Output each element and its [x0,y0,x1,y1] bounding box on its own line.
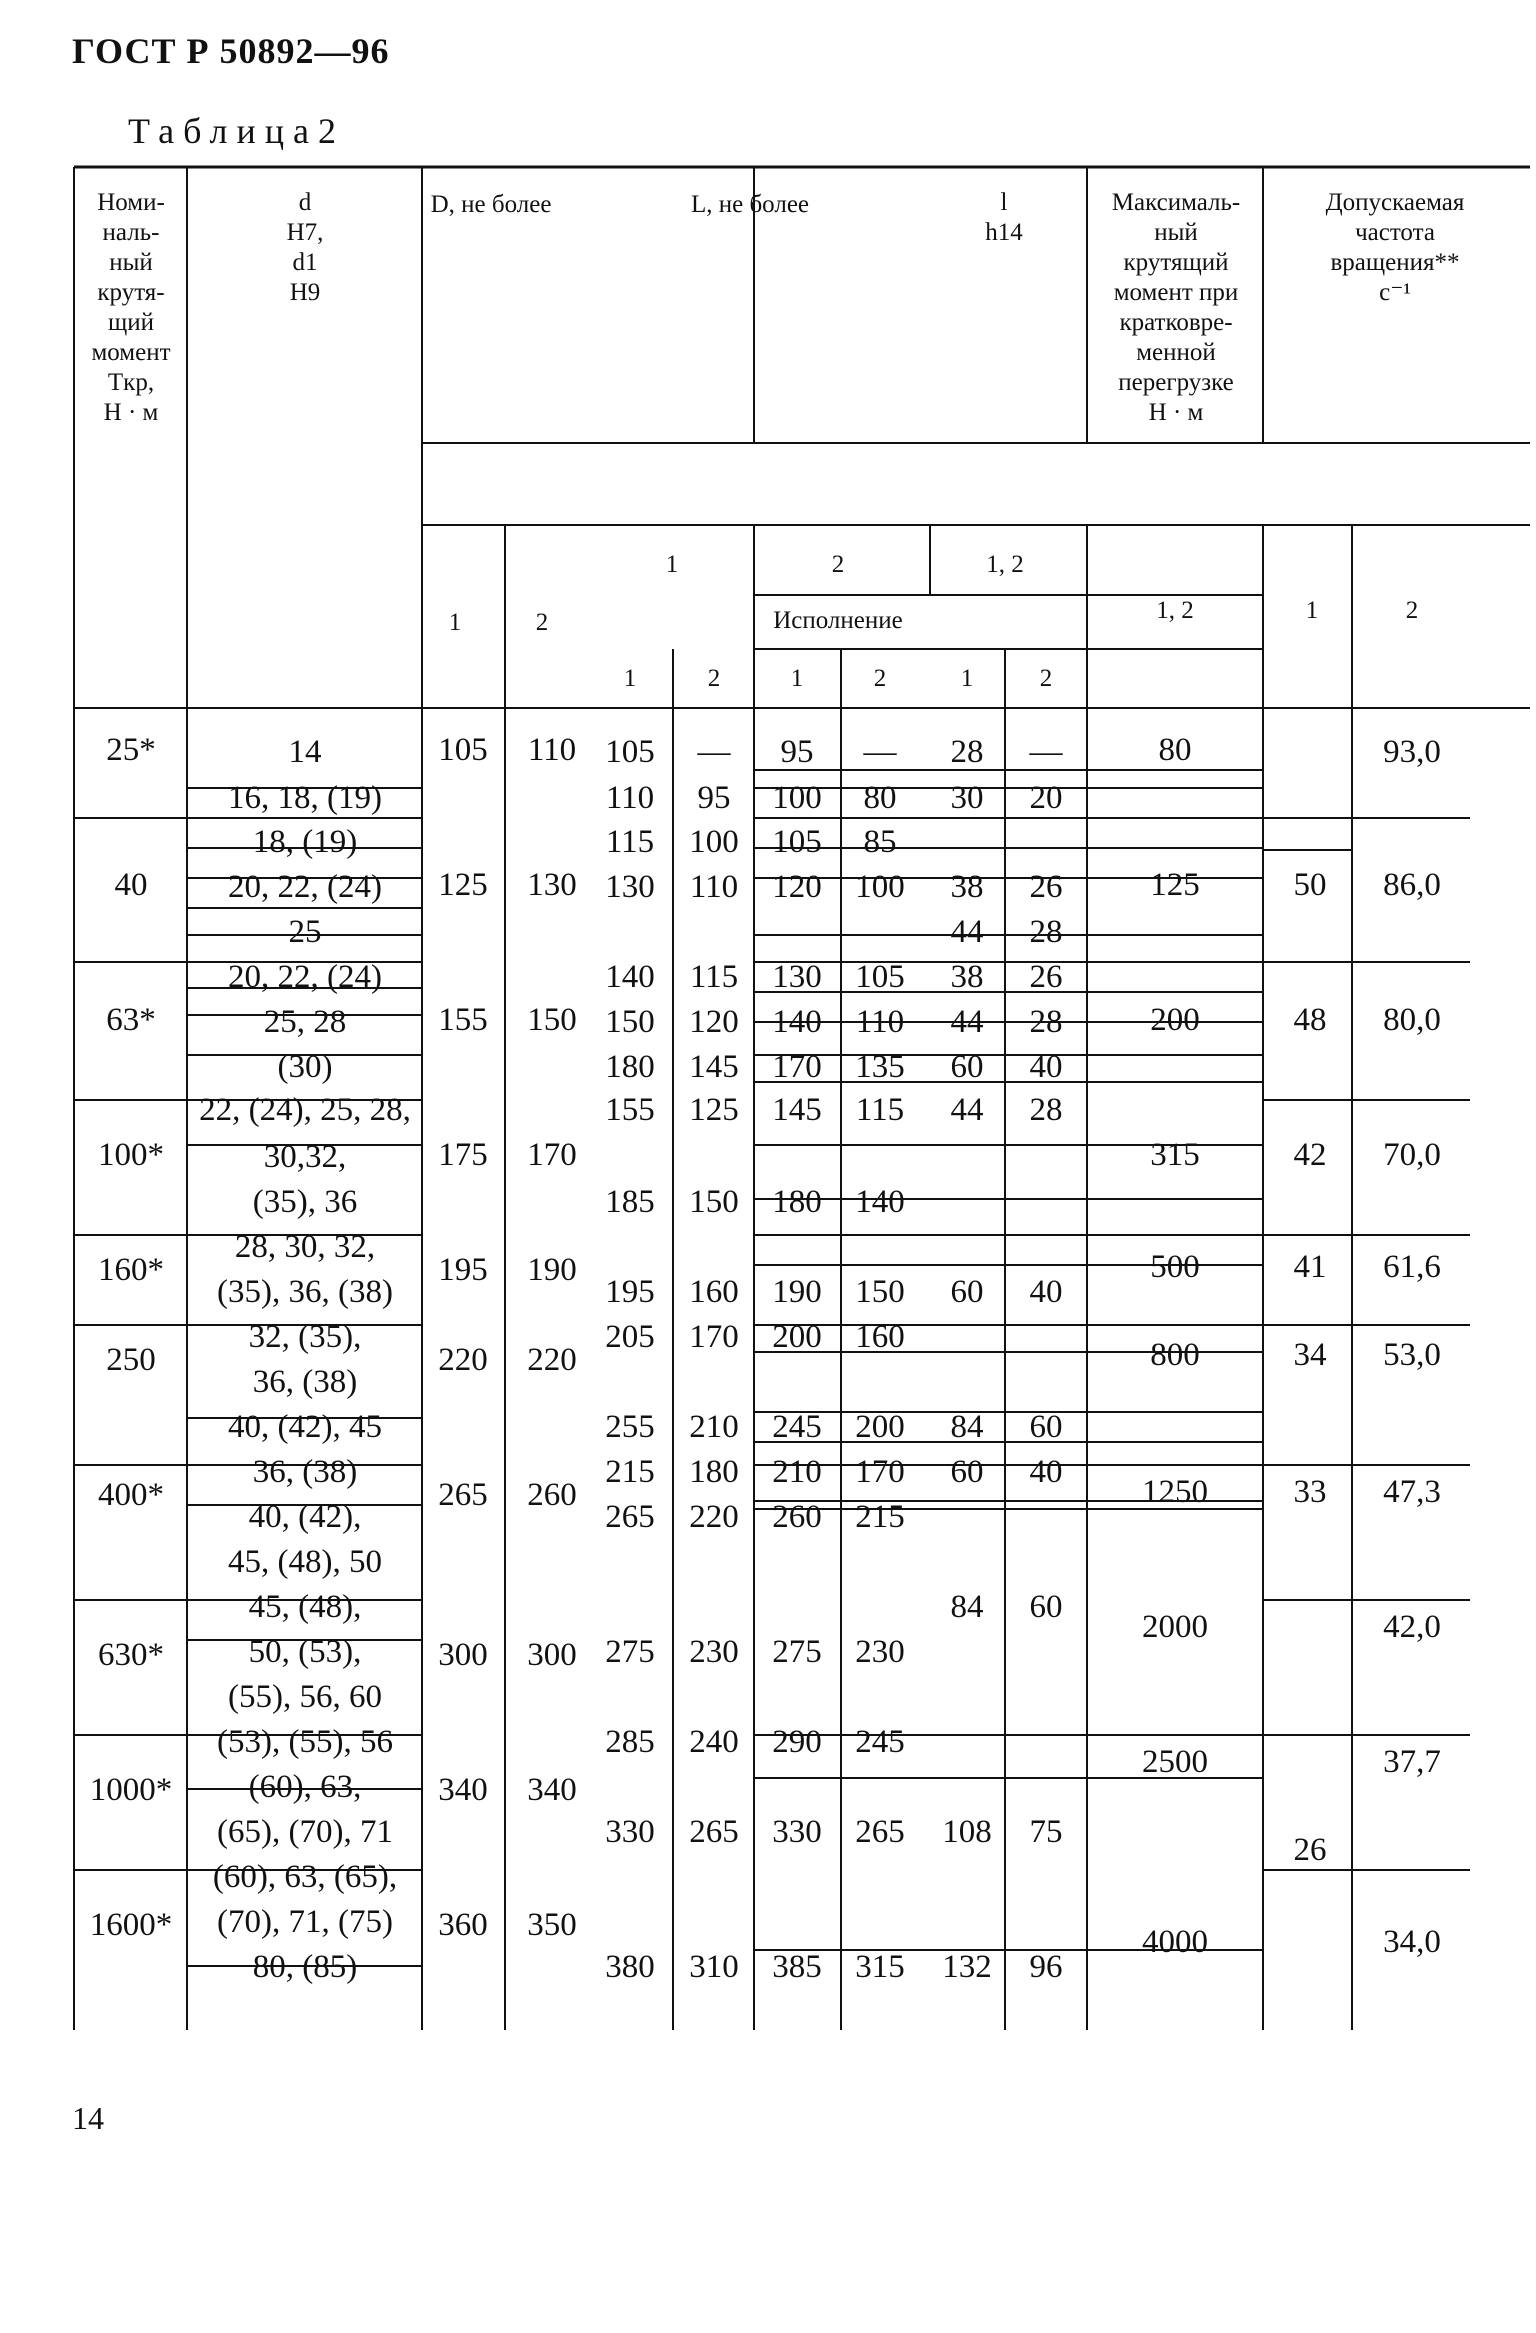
torque-header-line: щий [107,309,155,336]
length-value: 44 [950,914,984,950]
length-value: 330 [772,1814,822,1850]
bore-value: 40, (42), [248,1499,362,1535]
length-value: 150 [855,1274,905,1310]
table-caption: Таблица2 [128,111,345,151]
length-value: 170 [689,1319,739,1355]
D-value: 110 [527,732,577,768]
max-torque-header-line: перегрузке [1118,369,1234,396]
length-value: 160 [855,1319,905,1355]
execution-label: Исполнение [773,607,903,634]
length-value: 38 [950,869,984,905]
bore-value: 36, (38) [252,1364,358,1400]
length-value: 260 [772,1499,822,1535]
length-value: 95 [780,734,814,770]
speed-2-value: 70,0 [1383,1137,1441,1173]
speed-2-value: 93,0 [1383,734,1441,770]
bore-value: 40, (42), 45 [228,1409,382,1445]
length-value: 135 [855,1049,905,1085]
l-header-line: h14 [985,219,1023,246]
speed-2-value: 86,0 [1383,867,1441,903]
D-value: 220 [527,1342,577,1378]
d-header-line: H7, [286,219,324,246]
speed-2-value: 34,0 [1383,1924,1441,1960]
D-value: 190 [527,1252,577,1288]
length-value: 210 [689,1409,739,1445]
length-value: 28 [950,734,984,770]
length-value: 108 [942,1814,992,1850]
torque-header-line: наль- [102,219,160,246]
torque-value: 400* [98,1477,164,1513]
length-value: 96 [1029,1949,1063,1985]
bore-value: 32, (35), [248,1319,362,1355]
length-value: 180 [605,1049,655,1085]
D-value: 300 [527,1637,577,1673]
length-value: 120 [689,1004,739,1040]
length-value: 28 [1029,1092,1063,1128]
length-value: 85 [863,824,897,860]
torque-value: 100* [98,1137,164,1173]
bore-value: 28, 30, 32, [234,1229,376,1265]
speed-1-value: 26 [1293,1832,1327,1868]
length-value: 220 [689,1499,739,1535]
max-torque-header-line: крутящий [1123,249,1229,276]
D-value: 170 [527,1137,577,1173]
length-value: 215 [605,1454,655,1490]
length-value: 30 [950,780,984,816]
max-torque-header-line: ный [1154,219,1198,246]
bore-value: (65), (70), 71 [217,1814,393,1850]
torque-header-line: Н · м [103,399,159,426]
length-value: 84 [950,1409,984,1445]
bore-value: (70), 71, (75) [217,1904,393,1940]
torque-value: 250 [106,1342,156,1378]
length-value: 115 [689,959,739,995]
speed-header-line: с⁻¹ [1379,279,1411,306]
d-header-line: d1 [292,249,318,276]
D-value: 265 [438,1477,488,1513]
length-value: 60 [950,1274,984,1310]
torque-value: 160* [98,1252,164,1288]
length-value: 132 [942,1949,992,1985]
length-value: 110 [605,780,655,816]
length-value: 160 [689,1274,739,1310]
speed-2-value: 61,6 [1383,1249,1441,1285]
max-torque-value: 4000 [1142,1924,1208,1960]
length-value: 40 [1029,1274,1063,1310]
bore-value: 25 [288,914,322,950]
length-value: 290 [772,1724,822,1760]
D-header: D, не более [430,191,552,218]
length-value: 245 [855,1724,905,1760]
D-value: 105 [438,732,488,768]
length-value: 210 [772,1454,822,1490]
bore-value: 22, (24), 25, 28, [199,1092,411,1128]
d-header-line: H9 [289,279,321,306]
L-group-1: 1 [665,551,679,578]
L-exec-1: 1 [623,665,637,692]
length-value: 155 [605,1092,655,1128]
length-value: 215 [855,1499,905,1535]
length-value: 230 [855,1634,905,1670]
length-value: 20 [1029,780,1063,816]
length-value: 38 [950,959,984,995]
D-value: 360 [438,1907,488,1943]
D-value: 340 [527,1772,577,1808]
length-value: 95 [697,780,731,816]
max-torque-header-line: Н · м [1148,399,1204,426]
length-value: 105 [772,824,822,860]
length-value: 100 [689,824,739,860]
bore-value: 16, 18, (19) [228,780,382,816]
length-value: 26 [1029,869,1063,905]
length-value: 170 [772,1049,822,1085]
length-value: 285 [605,1724,655,1760]
bore-value: 36, (38) [252,1454,358,1490]
length-value: 380 [605,1949,655,1985]
speed-1-value: 42 [1293,1137,1327,1173]
length-value: 140 [855,1184,905,1220]
length-value: 28 [1029,1004,1063,1040]
max-torque-header-line: момент при [1113,279,1239,306]
max-torque-header-line: менной [1136,339,1216,366]
length-value: 200 [772,1319,822,1355]
length-value: 140 [772,1004,822,1040]
bore-value: 14 [288,734,322,770]
max-torque-value: 200 [1150,1002,1200,1038]
D-value: 155 [438,1002,488,1038]
d-header-line: d [298,189,312,216]
length-value: 330 [605,1814,655,1850]
torque-value: 1000* [89,1772,173,1808]
length-value: 75 [1029,1814,1063,1850]
D-version-2: 2 [535,609,549,636]
torque-header-line: момент [91,339,171,366]
D-value: 150 [527,1002,577,1038]
torque-value: 63* [106,1002,156,1038]
l-group-12: 1, 2 [986,551,1024,578]
length-value: 44 [950,1092,984,1128]
length-value: 315 [855,1949,905,1985]
length-value: — [697,734,731,770]
length-value: 44 [950,1004,984,1040]
D-value: 300 [438,1637,488,1673]
speed-2-value: 42,0 [1383,1609,1441,1645]
D-value: 175 [438,1137,488,1173]
speed-2-value: 53,0 [1383,1337,1441,1373]
length-value: 115 [605,824,655,860]
length-value: 130 [605,869,655,905]
D-value: 195 [438,1252,488,1288]
length-value: 40 [1029,1049,1063,1085]
bore-value: (30) [277,1049,333,1085]
length-value: 245 [772,1409,822,1445]
length-value: 115 [855,1092,905,1128]
torque-value: 1600* [89,1907,173,1943]
max-torque-value: 800 [1150,1337,1200,1373]
length-value: 310 [689,1949,739,1985]
l-header-line: l [1000,189,1008,216]
speed-2-value: 80,0 [1383,1002,1441,1038]
length-value: 265 [855,1814,905,1850]
torque-value: 40 [114,867,148,903]
bore-value: (35), 36 [252,1184,358,1220]
D-value: 340 [438,1772,488,1808]
length-value: 84 [950,1589,984,1625]
length-value: 150 [689,1184,739,1220]
length-value: 230 [689,1634,739,1670]
L-exec-2: 2 [873,665,887,692]
speed-header-line: частота [1355,219,1435,246]
length-value: 105 [855,959,905,995]
speed-version-2: 2 [1405,597,1419,624]
speed-1-value: 41 [1293,1249,1327,1285]
bore-value: 18, (19) [252,824,358,860]
bore-value: 20, 22, (24) [228,869,382,905]
length-value: 60 [1029,1409,1063,1445]
L-exec-2: 2 [707,665,721,692]
document-title: ГОСТ Р 50892—96 [72,31,390,71]
length-value: 140 [605,959,655,995]
D-version-1: 1 [448,609,462,636]
l-exec-1: 1 [960,665,974,692]
speed-2-value: 47,3 [1383,1474,1441,1510]
bore-value: 45, (48), [248,1589,362,1625]
max-torque-value: 2000 [1142,1609,1208,1645]
length-value: 190 [772,1274,822,1310]
length-value: 60 [950,1454,984,1490]
length-value: 275 [605,1634,655,1670]
torque-value: 25* [106,732,156,768]
length-value: 40 [1029,1454,1063,1490]
length-value: 265 [605,1499,655,1535]
l-exec-2: 2 [1039,665,1053,692]
L-header: L, не более [690,191,810,218]
bore-value: (55), 56, 60 [228,1679,382,1715]
speed-1-value: 50 [1293,867,1327,903]
speed-version-1: 1 [1305,597,1319,624]
L-group-2: 2 [831,551,845,578]
bore-value: 80, (85) [252,1949,358,1985]
bore-value: (53), (55), 56 [217,1724,393,1760]
torque-header-line: крутя- [97,279,165,306]
length-value: 145 [772,1092,822,1128]
length-value: 170 [855,1454,905,1490]
page-number: 14 [72,2100,104,2136]
D-value: 130 [527,867,577,903]
length-value: 200 [855,1409,905,1445]
L-exec-1: 1 [790,665,804,692]
length-value: 205 [605,1319,655,1355]
max-torque-value: 80 [1158,732,1192,768]
length-value: 60 [950,1049,984,1085]
length-value: 100 [855,869,905,905]
speed-header-line: вращения** [1330,249,1460,276]
max-torque-value: 1250 [1142,1474,1208,1510]
max-torque-value: 2500 [1142,1744,1208,1780]
length-value: 105 [605,734,655,770]
bore-value: (35), 36, (38) [217,1274,393,1310]
length-value: 60 [1029,1589,1063,1625]
torque-value: 630* [98,1637,164,1673]
length-value: 195 [605,1274,655,1310]
length-value: 185 [605,1184,655,1220]
bore-value: 25, 28 [263,1004,347,1040]
length-value: 100 [772,780,822,816]
length-value: 110 [689,869,739,905]
bore-value: (60), 63, [248,1769,362,1805]
length-value: 145 [689,1049,739,1085]
length-value: 180 [772,1184,822,1220]
length-value: 130 [772,959,822,995]
max-torque-value: 500 [1150,1249,1200,1285]
bore-value: 30,32, [263,1139,347,1175]
length-value: 275 [772,1634,822,1670]
length-value: 125 [689,1092,739,1128]
bore-value: 45, (48), 50 [228,1544,382,1580]
max-torque-header-line: кратковре- [1119,309,1233,336]
speed-header-line: Допускаемая [1325,189,1465,216]
length-value: 265 [689,1814,739,1850]
D-value: 260 [527,1477,577,1513]
max-torque-value: 125 [1150,867,1200,903]
max-torque-header-line: Максималь- [1111,189,1241,216]
length-value: — [863,734,897,770]
D-value: 350 [527,1907,577,1943]
max-torque-value: 315 [1150,1137,1200,1173]
bore-value: 20, 22, (24) [228,959,382,995]
bore-value: 50, (53), [248,1634,362,1670]
bore-value: (60), 63, (65), [212,1859,398,1895]
length-value: 120 [772,869,822,905]
speed-1-value: 33 [1293,1474,1327,1510]
D-value: 220 [438,1342,488,1378]
length-value: 180 [689,1454,739,1490]
length-value: — [1029,734,1063,770]
length-value: 28 [1029,914,1063,950]
length-value: 255 [605,1409,655,1445]
length-value: 240 [689,1724,739,1760]
length-value: 26 [1029,959,1063,995]
torque-header-line: Tкр, [107,369,155,396]
speed-1-value: 48 [1293,1002,1327,1038]
length-value: 110 [855,1004,905,1040]
torque-header-line: Номи- [97,189,165,216]
torque-header-line: ный [109,249,153,276]
length-value: 150 [605,1004,655,1040]
max-version-12: 1, 2 [1156,597,1194,624]
speed-2-value: 37,7 [1383,1744,1441,1780]
D-value: 125 [438,867,488,903]
speed-1-value: 34 [1293,1337,1327,1373]
length-value: 80 [863,780,897,816]
length-value: 385 [772,1949,822,1985]
